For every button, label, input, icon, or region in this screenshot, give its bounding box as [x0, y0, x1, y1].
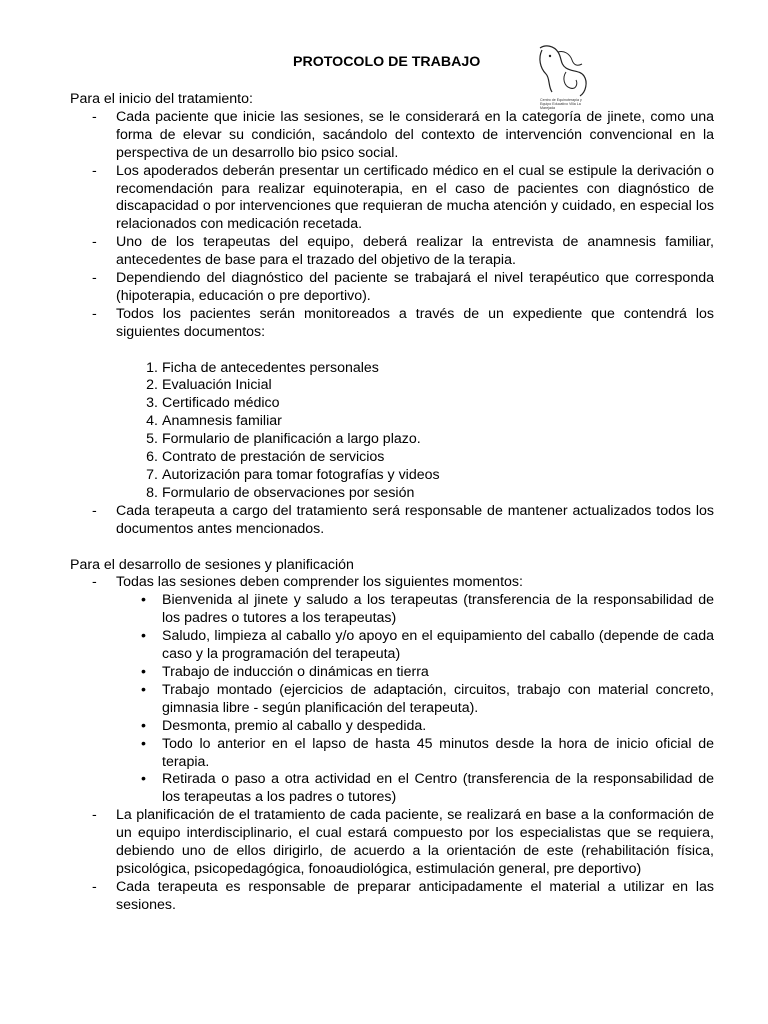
bullet-item: • Saludo, limpieza al caballo y/o apoyo en el equipamiento del caballo (depende de cada caso y la programación del terapeuta) [141, 628, 714, 663]
bullet-item: • Bienvenida al jinete y saludo a los terapeutas (transferencia de la responsabilidad de los padres o tutores a los terapeutas) [141, 592, 714, 627]
bullet-item: • Trabajo de inducción o dinámicas en tierra [141, 663, 429, 680]
logo-caption: Centro de Equinoterapia y Equipo Educativo Villa La Marejada [540, 98, 582, 110]
bullet-item: • Retirada o paso a otra actividad en el Centro (transferencia de la responsabilidad de los terapeutas a los padres o tutores) [141, 771, 714, 806]
section-heading-desarrollo: Para el desarrollo de sesiones y planificación [70, 556, 354, 573]
list-item: - Cada terapeuta a cargo del tratamiento será responsable de mantener actualizados todos los documentos antes mencionados. [92, 502, 714, 537]
numbered-item: 4. Anamnesis familiar [146, 413, 282, 430]
bullet-item: • Todo lo anterior en el lapso de hasta 45 minutos desde la hora de inicio oficial de terapia. [141, 735, 714, 770]
list-item: - Cada terapeuta es responsable de preparar anticipadamente el material a utilizar en las sesiones. [92, 878, 714, 913]
numbered-item: 5. Formulario de planificación a largo plazo. [146, 431, 421, 448]
numbered-item: 3. Certificado médico [146, 395, 280, 412]
bullet-item: • Trabajo montado (ejercicios de adaptación, circuitos, trabajo con material concreto, gimnasia libre - según planificación del terapeuta). [141, 681, 714, 716]
document-body [70, 91, 714, 915]
list-item: - Cada paciente que inicie las sesiones, se le considerará en la categoría de jinete, como una forma de elevar su condición, sacándolo del contexto de intervención convencional en la perspectiva de un desarrollo bio psico social. [92, 108, 714, 161]
numbered-item: 8. Formulario de observaciones por sesión [146, 484, 415, 501]
numbered-item: 1. Ficha de antecedentes personales [146, 359, 379, 376]
numbered-item: 7. Autorización para tomar fotografías y videos [146, 467, 440, 484]
numbered-item: 6. Contrato de prestación de servicios [146, 449, 385, 466]
list-item: - Los apoderados deberán presentar un certificado médico en el cual se estipule la derivación o recomendación para realizar equinoterapia, en el caso de pacientes con diagnóstico de discapacidad o por intervenciones que requieran de mucha atención y cuidado, en especial los relacionados con medicación recetada. [92, 162, 714, 233]
documents-list [70, 360, 714, 503]
list-item: - La planificación de el tratamiento de cada paciente, se realizará en base a la conformación de un equipo interdisciplinario, el cual estará compuesto por los especialistas que se requiera, debiendo uno de ellos dirigirlo, de acuerdo a la orientación de este (rehabilitación física, psicológica, psicopedagógica, fonoaudiológica, estimulación general, pre deportivo) [92, 807, 714, 877]
list-item: - Todas las sesiones deben comprender los siguientes momentos: [92, 574, 523, 591]
numbered-item: 2. Evaluación Inicial [146, 377, 272, 394]
list-item: - Todos los pacientes serán monitoreados a través de un expediente que contendrá los siguientes documentos: [92, 305, 714, 340]
list-item: - Dependiendo del diagnóstico del paciente se trabajará el nivel terapéutico que corresponda (hipoterapia, educación o pre deportivo). [92, 270, 714, 304]
list-item: - Uno de los terapeutas del equipo, deberá realizar la entrevista de anamnesis familiar, antecedentes de base para el trazado del objetivo de la terapia. [92, 234, 714, 269]
document-title: PROTOCOLO DE TRABAJO [293, 54, 481, 70]
section-heading-inicio: Para el inicio del tratamiento: [70, 91, 253, 107]
bullet-item: • Desmonta, premio al caballo y despedida. [141, 717, 427, 734]
